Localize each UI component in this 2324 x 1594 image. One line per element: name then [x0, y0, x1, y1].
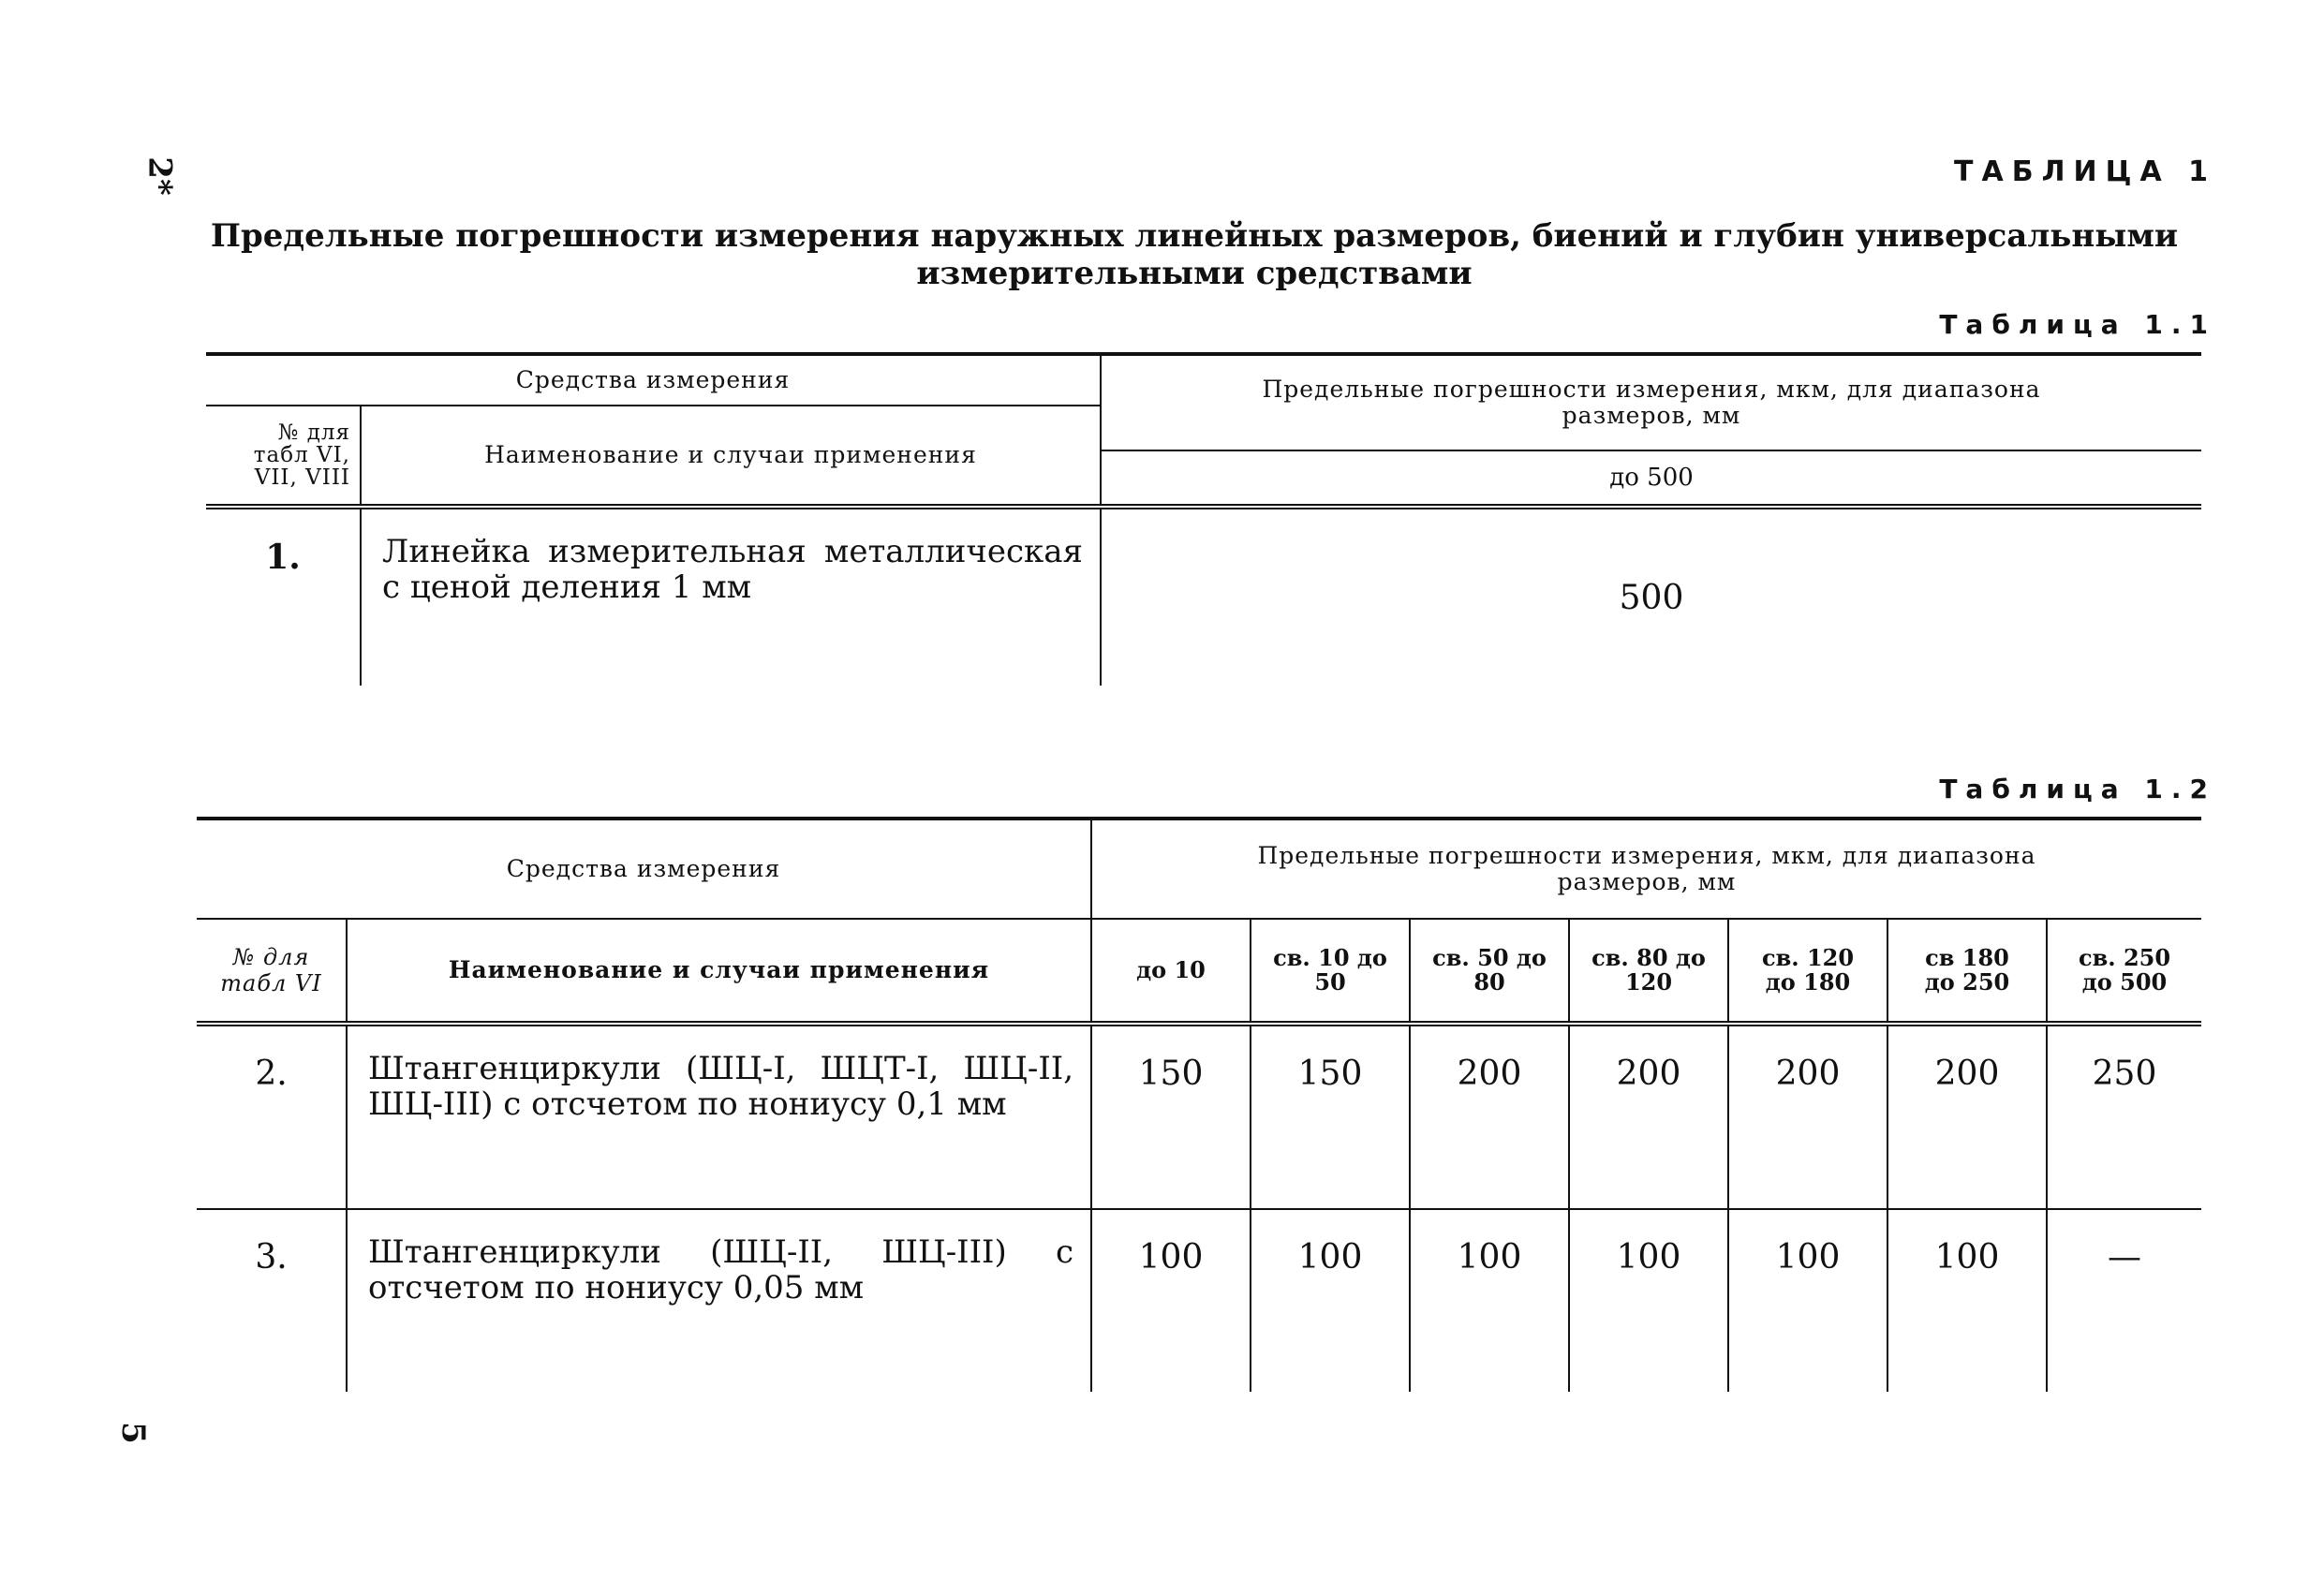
row-value: 100 — [1728, 1209, 1887, 1392]
range-header: св. 250 до 500 — [2047, 919, 2201, 1024]
row-number: 1. — [206, 507, 361, 686]
header-errors: Предельные погрешности измерения, мкм, для диапазона размеров, мм — [1091, 819, 2201, 919]
table-1-1 — [206, 352, 2201, 686]
header-name: Наименование и случаи применения — [361, 406, 1101, 507]
header-name: Наименование и случаи применения — [347, 919, 1091, 1024]
page-number-mark: 2* — [141, 156, 179, 196]
table-row — [197, 1209, 2201, 1392]
row-value: 100 — [1251, 1209, 1410, 1392]
row-value: 150 — [1091, 1024, 1251, 1209]
range-header: св. 120 до 180 — [1728, 919, 1887, 1024]
row-name: Штангенциркули (ШЦ-II, ШЦ-III) с отсчетом по нониусу 0,05 мм — [347, 1209, 1091, 1392]
header-tools: Средства измерения — [206, 354, 1101, 406]
range-header: св. 10 до 50 — [1251, 919, 1410, 1024]
row-value-dash: — — [2047, 1209, 2201, 1392]
table2-label: Таблица 1.2 — [1939, 774, 2216, 804]
row-value: 100 — [1091, 1209, 1251, 1392]
row-value: 500 — [1101, 507, 2201, 686]
range-header: до 10 — [1091, 919, 1251, 1024]
row-name: Линейка измерительная металлическая с ценой деления 1 мм — [361, 507, 1101, 686]
header-num: № для табл VI, VII, VIII — [206, 406, 361, 507]
header-errors: Предельные погрешности измерения, мкм, для диапазона размеров, мм — [1101, 354, 2201, 450]
table-row — [206, 507, 2201, 686]
page-number-bottom: 5 — [113, 1422, 152, 1444]
range-header: св 180 до 250 — [1887, 919, 2047, 1024]
main-table-label: ТАБЛИЦА 1 — [1954, 155, 2216, 188]
row-value: 100 — [1410, 1209, 1569, 1392]
range-header: св. 80 до 120 — [1569, 919, 1728, 1024]
row-value: 200 — [1728, 1024, 1887, 1209]
row-value: 100 — [1569, 1209, 1728, 1392]
row-number: 2. — [197, 1024, 347, 1209]
range-header: св. 50 до 80 — [1410, 919, 1569, 1024]
table-1-2 — [197, 817, 2201, 1392]
header-num: № для табл VI — [197, 919, 347, 1024]
table1-label: Таблица 1.1 — [1939, 309, 2216, 340]
row-value: 200 — [1569, 1024, 1728, 1209]
row-value: 150 — [1251, 1024, 1410, 1209]
table-row — [197, 1024, 2201, 1209]
row-value: 200 — [1410, 1024, 1569, 1209]
header-tools: Средства измерения — [197, 819, 1091, 919]
range-header: до 500 — [1101, 450, 2201, 507]
row-value: 200 — [1887, 1024, 2047, 1209]
row-number: 3. — [197, 1209, 347, 1392]
row-value: 100 — [1887, 1209, 2047, 1392]
page-title: Предельные погрешности измерения наружных линейных размеров, биений и глубин универсальными измерительными средствами — [210, 217, 2179, 292]
row-name: Штангенциркули (ШЦ-I, ШЦТ-I, ШЦ-II, ШЦ-III) с отсчетом по нониусу 0,1 мм — [347, 1024, 1091, 1209]
row-value: 250 — [2047, 1024, 2201, 1209]
